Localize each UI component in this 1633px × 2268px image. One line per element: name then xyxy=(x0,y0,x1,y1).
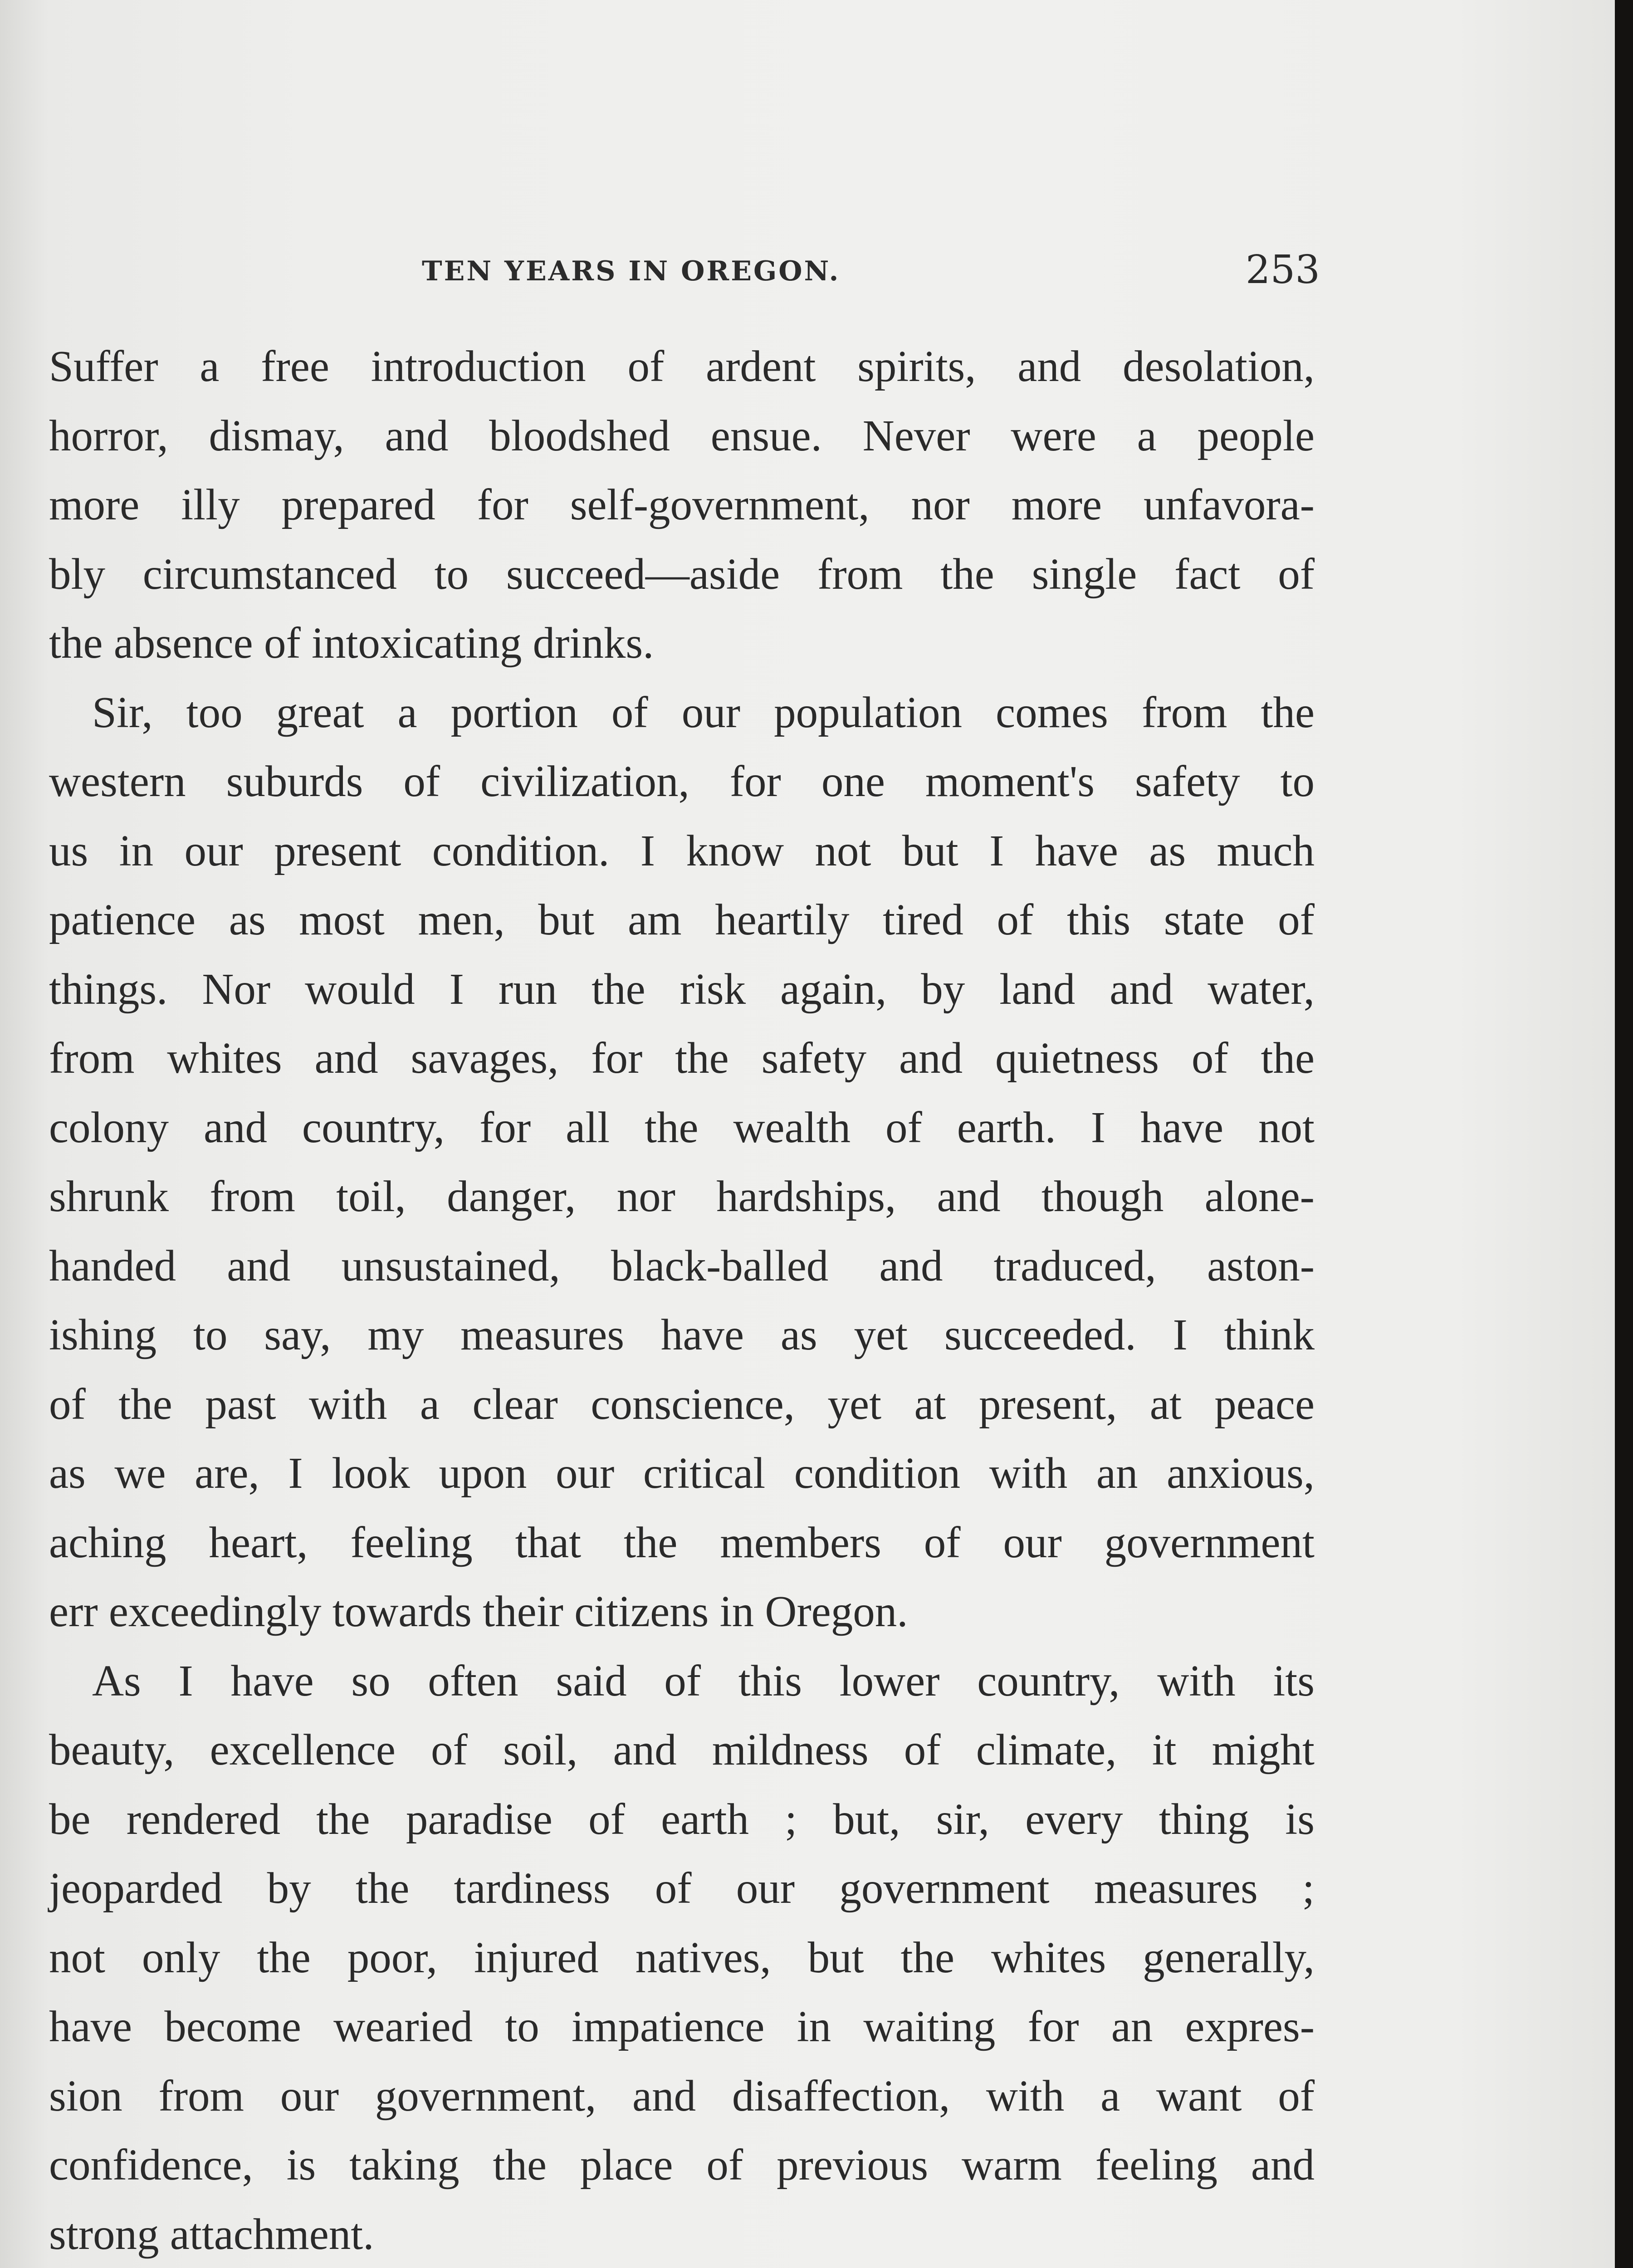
text-line: Suffer a free introduction of ardent spirits, and desolation, xyxy=(49,342,1315,391)
text-line: more illy prepared for self-government, nor more unfavora- xyxy=(49,480,1315,529)
page-number: 253 xyxy=(1245,247,1320,293)
text-line: things. Nor would I run the risk again, by land and water, xyxy=(49,964,1315,1013)
text-line: bly circumstanced to succeed—aside from the single fact of xyxy=(49,549,1315,598)
page-header xyxy=(422,247,1320,302)
text-line: from whites and savages, for the safety and quietness of the xyxy=(49,1034,1315,1082)
text-line: horror, dismay, and bloodshed ensue. Never were a people xyxy=(49,411,1315,460)
text-line: patience as most men, but am heartily tired of this state of xyxy=(49,895,1315,944)
text-line: As I have so often said of this lower country, with its xyxy=(92,1656,1315,1705)
text-line: aching heart, feeling that the members of our government xyxy=(49,1518,1315,1567)
text-line: err exceedingly towards their citizens in Oregon. xyxy=(49,1587,908,1636)
text-line: not only the poor, injured natives, but the whites generally, xyxy=(49,1933,1315,1982)
text-line: shrunk from toil, danger, nor hardships, and though alone- xyxy=(49,1172,1315,1221)
text-line: ishing to say, my measures have as yet succeeded. I think xyxy=(49,1310,1315,1359)
text-line: confidence, is taking the place of previous warm feeling and xyxy=(49,2141,1315,2189)
text-line: jeoparded by the tardiness of our government measures ; xyxy=(49,1864,1315,1912)
text-line: Sir, too great a portion of our population comes from the xyxy=(92,688,1315,737)
text-line: sion from our government, and disaffection, with a want of xyxy=(49,2071,1315,2120)
text-line: of the past with a clear conscience, yet at present, at peace xyxy=(49,1379,1315,1428)
body-text xyxy=(49,332,1315,2268)
text-line: the absence of intoxicating drinks. xyxy=(49,619,654,667)
text-line: handed and unsustained, black-balled and traduced, aston- xyxy=(49,1241,1315,1290)
text-line: beauty, excellence of soil, and mildness of climate, it might xyxy=(49,1725,1315,1774)
text-line: us in our present condition. I know not but I have as much xyxy=(49,826,1315,875)
text-line: western suburds of civilization, for one moment's safety to xyxy=(49,757,1315,806)
text-line: colony and country, for all the wealth of earth. I have not xyxy=(49,1103,1315,1152)
text-line: have become wearied to impatience in waiting for an expres- xyxy=(49,2002,1315,2051)
text-line: as we are, I look upon our critical condition with an anxious, xyxy=(49,1449,1315,1497)
text-line: strong attachment. xyxy=(49,2209,374,2258)
text-line: be rendered the paradise of earth ; but, sir, every thing is xyxy=(49,1794,1315,1843)
running-head: TEN YEARS IN OREGON. xyxy=(422,255,841,287)
